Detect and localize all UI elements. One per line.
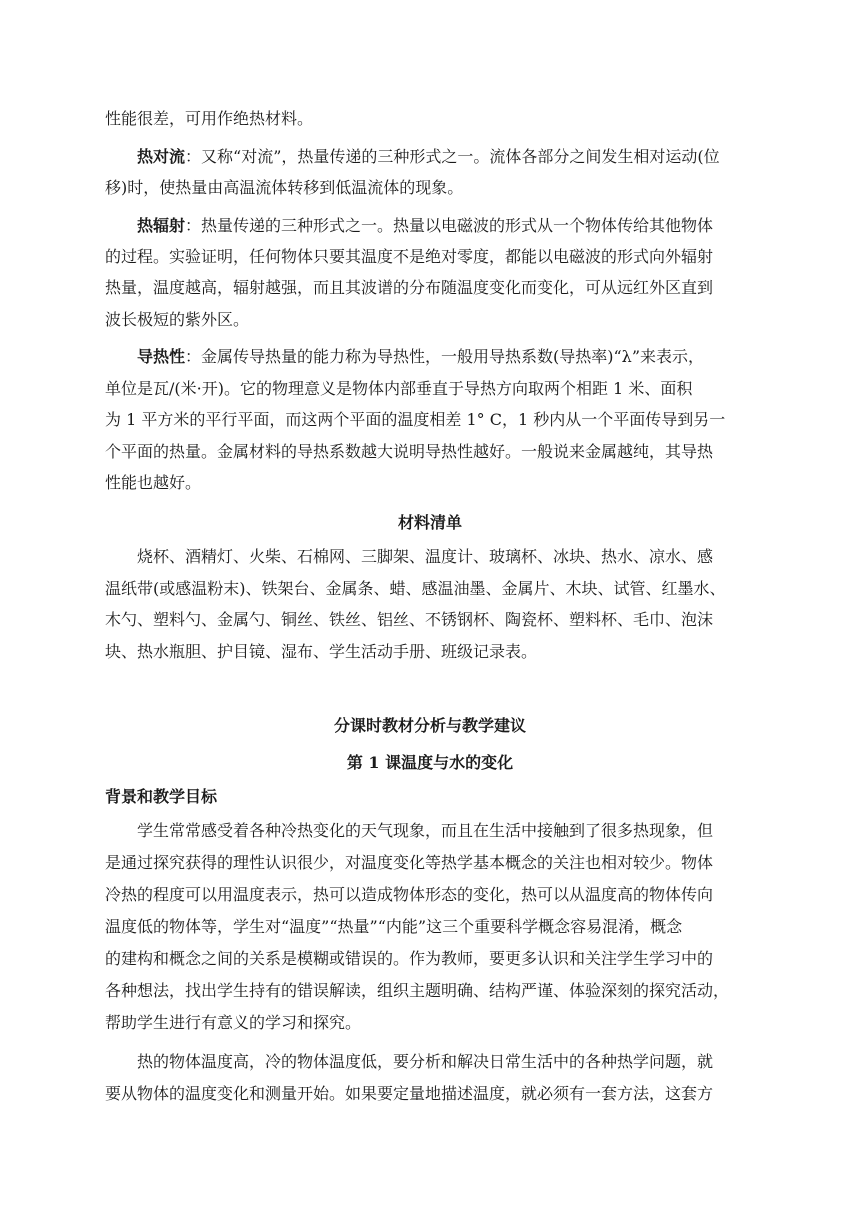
text-line: 个平面的热量。金属材料的导热系数越大说明导热性越好。一般说来金属越纯，其导热 [105,442,714,461]
paragraph-conductivity [137,346,704,368]
text-line: 性能很差，可用作绝热材料。 [105,109,314,128]
text-line: 移)时，使热量由高温流体转移到低温流体的现象。 [105,178,464,197]
lesson-title: 第 1 课温度与水的变化 [346,753,514,772]
text-line: 各种想法，找出学生持有的错误解读，组织主题明确、结构严谨、体验深刻的探究活动， [105,981,730,1000]
text-line: 是通过探究获得的理性认识很少，对温度变化等热学基本概念的关注也相对较少。物体 [105,853,714,872]
text-line: 木勺、塑料勺、金属勺、铜丝、铁丝、铝丝、不锈钢杯、陶瓷杯、塑料杯、毛巾、泡沫 [105,610,714,629]
text-line: 热量，温度越高，辐射越强，而且其波谱的分布随温度变化而变化，可从远红外区直到 [105,278,714,297]
text-line: 单位是瓦/(米·开)。它的物理意义是物体内部垂直于导热方向取两个相距 1 米、面积 [105,379,693,398]
text-line: 为 1 平方米的平行平面，而这两个平面的温度相差 1° C，1 秒内从一个平面传导到另一 [105,410,726,429]
text-line: 温纸带(或感温粉末)、铁架台、金属条、蜡、感温油墨、金属片、木块、试管、红墨水、 [105,579,726,598]
text-line: ：金属传导热量的能力称为导热性，一般用导热系数(导热率)“λ”来表示， [185,347,705,366]
text-line: 热的物体温度高，冷的物体温度低，要分析和解决日常生活中的各种热学问题，就 [137,1052,714,1071]
text-line: ：又称“对流”，热量传递的三种形式之一。流体各部分之间发生相对运动(位 [185,147,720,166]
text-line: 波长极短的紫外区。 [105,310,250,329]
term-conductivity: 导热性 [137,347,186,366]
paragraph-convection [137,146,720,168]
text-line: 学生常常感受着各种冷热变化的天气现象，而且在生活中接触到了很多热现象，但 [137,821,714,840]
text-line: 性能也越好。 [105,473,202,492]
text-line: 冷热的程度可以用温度表示，热可以造成物体形态的变化，热可以从温度高的物体传向 [105,885,714,904]
background-heading: 背景和教学目标 [105,787,218,806]
text-line: 帮助学生进行有意义的学习和探究。 [105,1013,362,1032]
section-title: 分课时教材分析与教学建议 [333,716,526,735]
text-line: 块、热水瓶胆、护目镜、湿布、学生活动手册、班级记录表。 [105,642,538,661]
text-line: 温度低的物体等，学生对“温度”“热量”“内能”这三个重要科学概念容易混淆，概念 [105,917,683,936]
materials-title: 材料清单 [397,513,462,532]
text-line: 要从物体的温度变化和测量开始。如果要定量地描述温度，就必须有一套方法，这套方 [105,1084,714,1103]
text-line: ：热量传递的三种形式之一。热量以电磁波的形式从一个物体传给其他物体 [185,216,714,235]
paragraph-radiation [137,215,713,237]
text-line: 烧杯、酒精灯、火柴、石棉网、三脚架、温度计、玻璃杯、冰块、热水、凉水、感 [137,547,714,566]
text-line: 的建构和概念之间的关系是模糊或错误的。作为教师，要更多认识和关注学生学习中的 [105,949,714,968]
term-radiation: 热辐射 [137,216,186,235]
term-convection: 热对流 [137,147,186,166]
text-line: 的过程。实验证明，任何物体只要其温度不是绝对零度，都能以电磁波的形式向外辐射 [105,247,714,266]
